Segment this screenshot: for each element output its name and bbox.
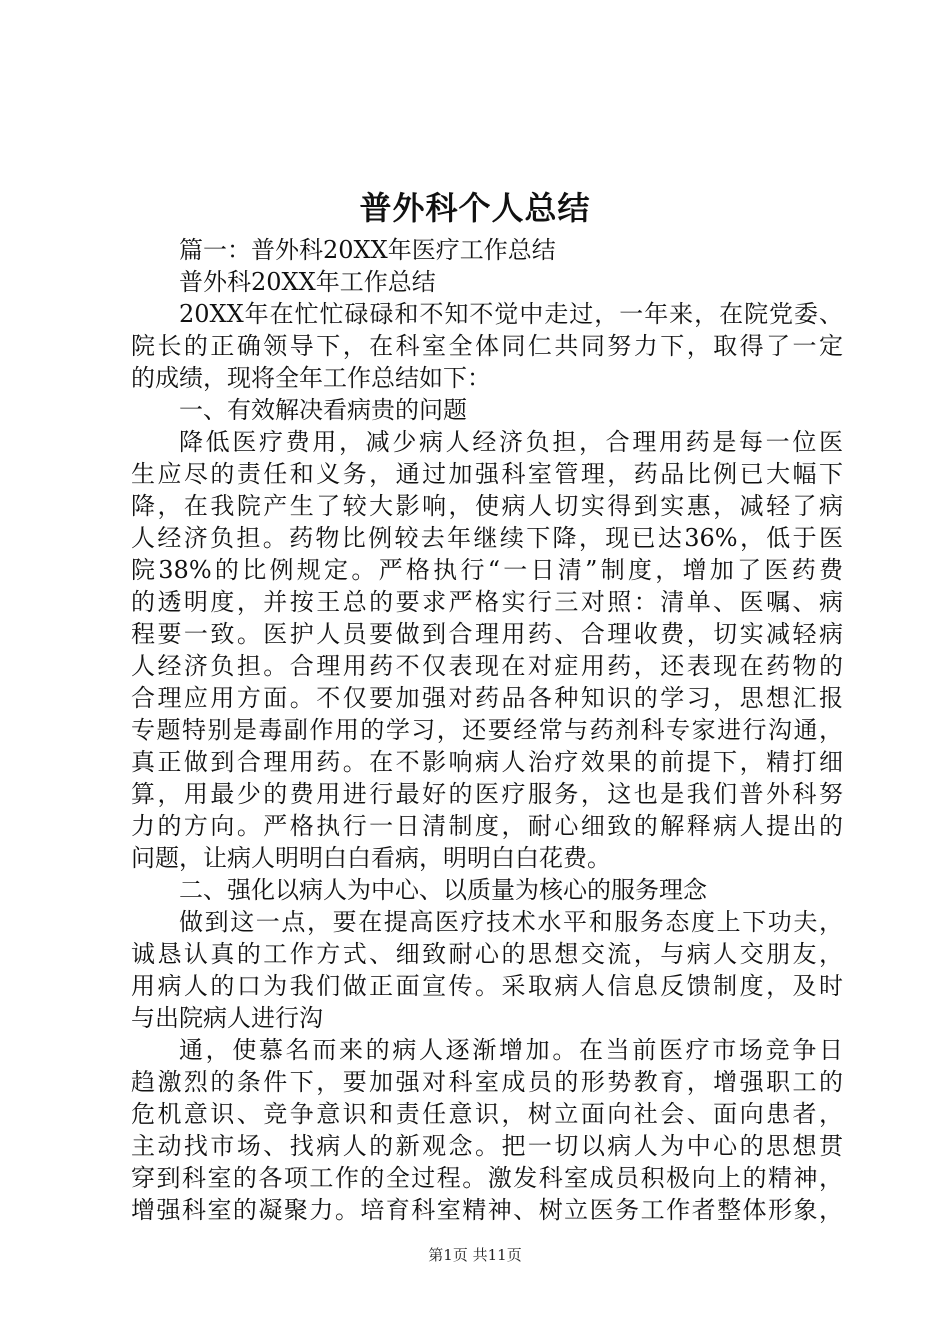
paragraph-line: 降低医疗费用，减少病人经济负担，合理用药是每一位医 <box>179 428 843 456</box>
paragraph-line: 算，用最少的费用进行最好的医疗服务，这也是我们普外科努 <box>131 780 843 808</box>
paragraph-line: 院长的正确领导下，在科室全体同仁共同努力下，取得了一定 <box>131 332 843 360</box>
point-heading-1: 一、有效解决看病贵的问题 <box>179 396 467 424</box>
paragraph-line: 的透明度，并按王总的要求严格实行三对照：清单、医嘱、病 <box>131 588 843 616</box>
paragraph-line: 增强科室的凝聚力。培育科室精神、树立医务工作者整体形象， <box>131 1196 843 1224</box>
paragraph-line: 趋激烈的条件下，要加强对科室成员的形势教育，增强职工的 <box>131 1068 843 1096</box>
paragraph-line: 人经济负担。合理用药不仅表现在对症用药，还表现在药物的 <box>131 652 843 680</box>
paragraph-line: 通，使慕名而来的病人逐渐增加。在当前医疗市场竞争日 <box>179 1036 843 1064</box>
paragraph-line: 诚恳认真的工作方式、细致耐心的思想交流，与病人交朋友， <box>131 940 843 968</box>
paragraph-line: 降，在我院产生了较大影响，使病人切实得到实惠，减轻了病 <box>131 492 843 520</box>
document-title: 普外科个人总结 <box>359 189 591 227</box>
section-heading-1: 篇一：普外科20XX年医疗工作总结 <box>179 236 556 264</box>
paragraph-line: 专题特别是毒副作用的学习，还要经常与药剂科专家进行沟通， <box>131 716 843 744</box>
paragraph-line: 人经济负担。药物比例较去年继续下降，现已达36%，低于医 <box>131 524 843 552</box>
paragraph-line: 问题，让病人明明白白看病，明明白白花费。 <box>131 844 611 872</box>
paragraph-line: 真正做到合理用药。在不影响病人治疗效果的前提下，精打细 <box>131 748 843 776</box>
paragraph-line: 用病人的口为我们做正面宣传。采取病人信息反馈制度，及时 <box>131 972 843 1000</box>
subheading: 普外科20XX年工作总结 <box>179 268 436 296</box>
paragraph-line: 做到这一点，要在提高医疗技术水平和服务态度上下功夫， <box>179 908 843 936</box>
paragraph-line: 主动找市场、找病人的新观念。把一切以病人为中心的思想贯 <box>131 1132 843 1160</box>
paragraph-line: 力的方向。严格执行一日清制度，耐心细致的解释病人提出的 <box>131 812 843 840</box>
paragraph-line: 程要一致。医护人员要做到合理用药、合理收费，切实减轻病 <box>131 620 843 648</box>
point-heading-2: 二、强化以病人为中心、以质量为核心的服务理念 <box>179 876 707 904</box>
paragraph-line: 穿到科室的各项工作的全过程。激发科室成员积极向上的精神， <box>131 1164 843 1192</box>
page-footer: 第1页 共11页 <box>428 1246 522 1264</box>
paragraph-line: 20XX年在忙忙碌碌和不知不觉中走过，一年来，在院党委、 <box>179 300 843 328</box>
paragraph-line: 合理应用方面。不仅要加强对药品各种知识的学习，思想汇报 <box>131 684 843 712</box>
paragraph-line: 的成绩，现将全年工作总结如下： <box>131 364 491 392</box>
document-body <box>131 234 843 1226</box>
paragraph-line: 院38%的比例规定。严格执行“一日清”制度，增加了医药费 <box>131 556 843 584</box>
paragraph-line: 危机意识、竞争意识和责任意识，树立面向社会、面向患者， <box>131 1100 843 1128</box>
paragraph-line: 生应尽的责任和义务，通过加强科室管理，药品比例已大幅下 <box>131 460 843 488</box>
paragraph-line: 与出院病人进行沟 <box>131 1004 323 1032</box>
